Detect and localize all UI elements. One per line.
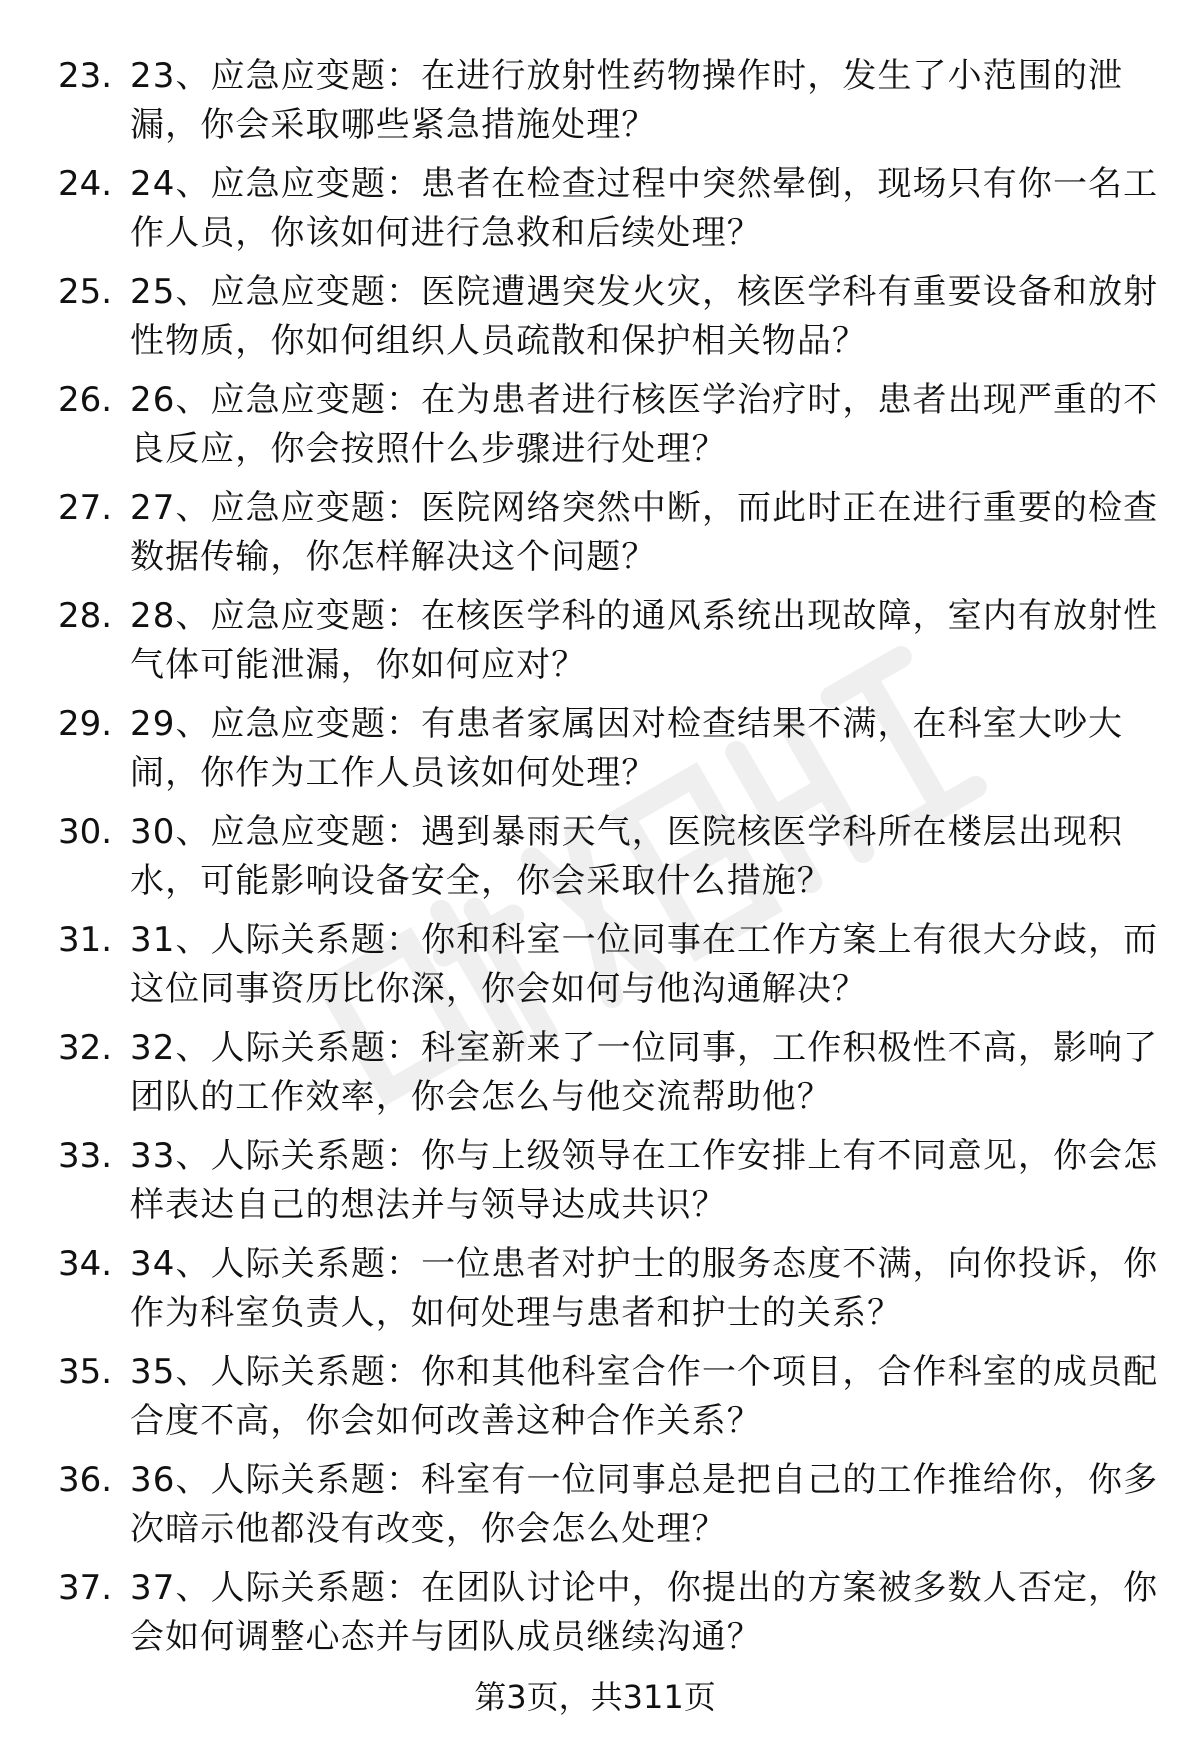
question-list [58,52,1168,1672]
question-text: 30、应急应变题：遇到暴雨天气，医院核医学科所在楼层出现积水，可能影响设备安全，你会采取什么措施？ [130,812,1124,901]
question-text: 33、人际关系题：你与上级领导在工作安排上有不同意见，你会怎样表达自己的想法并与领导达成共识？ [130,1136,1159,1225]
question-text: 28、应急应变题：在核医学科的通风系统出现故障，室内有放射性气体可能泄漏，你如何应对？ [130,596,1159,685]
question-number: 36. [58,1460,113,1500]
list-item [58,916,1168,1024]
question-text: 34、人际关系题：一位患者对护士的服务态度不满，向你投诉，你作为科室负责人，如何处理与患者和护士的关系？ [130,1244,1159,1333]
list-item [58,1456,1168,1564]
question-number: 37. [58,1568,113,1608]
list-item [58,1348,1168,1456]
question-number: 28. [58,596,113,636]
question-number: 30. [58,812,113,852]
question-text: 37、人际关系题：在团队讨论中，你提出的方案被多数人否定，你会如何调整心态并与团队成员继续沟通？ [130,1568,1159,1657]
list-item [58,700,1168,808]
question-number: 33. [58,1136,113,1176]
list-item [58,160,1168,268]
list-item [58,1564,1168,1672]
list-item [58,52,1168,160]
question-text: 36、人际关系题：科室有一位同事总是把自己的工作推给你，你多次暗示他都没有改变，你会怎么处理？ [130,1460,1159,1549]
list-item [58,376,1168,484]
list-item [58,1024,1168,1132]
question-text: 32、人际关系题：科室新来了一位同事，工作积极性不高，影响了团队的工作效率，你会怎么与他交流帮助他？ [130,1028,1159,1117]
list-item [58,268,1168,376]
question-text: 35、人际关系题：你和其他科室合作一个项目，合作科室的成员配合度不高，你会如何改善这种合作关系？ [130,1352,1159,1441]
question-number: 27. [58,488,113,528]
question-number: 32. [58,1028,113,1068]
question-number: 26. [58,380,113,420]
question-text: 24、应急应变题：患者在检查过程中突然晕倒，现场只有你一名工作人员，你该如何进行急救和后续处理？ [130,164,1159,253]
question-text: 26、应急应变题：在为患者进行核医学治疗时，患者出现严重的不良反应，你会按照什么步骤进行处理？ [130,380,1159,469]
question-number: 29. [58,704,113,744]
list-item [58,484,1168,592]
list-item [58,808,1168,916]
question-number: 24. [58,164,113,204]
question-number: 25. [58,272,113,312]
question-text: 27、应急应变题：医院网络突然中断，而此时正在进行重要的检查数据传输，你怎样解决这个问题？ [130,488,1159,577]
question-number: 31. [58,920,113,960]
list-item [58,1240,1168,1348]
question-number: 23. [58,56,113,96]
page-footer: 第3页，共311页 [474,1678,716,1716]
list-item [58,592,1168,700]
question-number: 35. [58,1352,113,1392]
question-text: 25、应急应变题：医院遭遇突发火灾，核医学科有重要设备和放射性物质，你如何组织人员疏散和保护相关物品？ [130,272,1159,361]
question-text: 29、应急应变题：有患者家属因对检查结果不满，在科室大吵大闹，你作为工作人员该如何处理？ [130,704,1124,793]
question-text: 31、人际关系题：你和科室一位同事在工作方案上有很大分歧，而这位同事资历比你深，你会如何与他沟通解决？ [130,920,1159,1009]
question-number: 34. [58,1244,113,1284]
list-item [58,1132,1168,1240]
question-text: 23、应急应变题：在进行放射性药物操作时，发生了小范围的泄漏，你会采取哪些紧急措施处理？ [130,56,1124,145]
